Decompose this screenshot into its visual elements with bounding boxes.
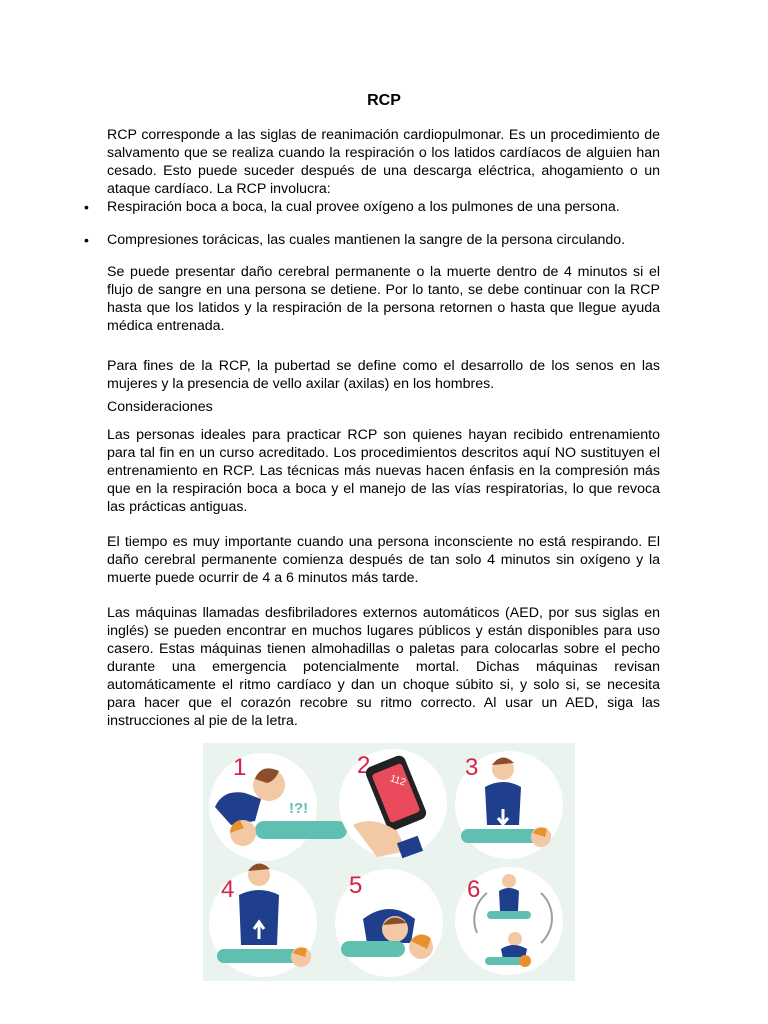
step-4-panel — [209, 863, 317, 977]
step-1-panel — [209, 753, 347, 861]
bullet-item-breathing: Respiración boca a boca, la cual provee oxígeno a los pulmones de una persona. — [107, 199, 620, 215]
step-5-number: 5 — [349, 872, 363, 899]
step-6-panel — [455, 867, 563, 975]
paragraph-brain-damage: Se puede presentar daño cerebral permanente o la muerte dentro de 4 minutos si el flujo de sangre en una persona se detiene. Por lo tanto, se debe continuar con la RCP hasta que los latidos y la respiración de la persona retornen o hasta que llegue ayuda médica entrenada. — [107, 264, 660, 334]
step-1-exclaim: !?! — [289, 800, 309, 817]
paragraph-aed: Las máquinas llamadas desfibriladores externos automáticos (AED, por sus siglas en inglés) se pueden encontrar en muchos lugares públicos y están disponibles para uso casero. Estas máquinas tienen almohadillas o paletas para colocarlas sobre el pecho durante una emergencia potencialmente mortal. Dichas máquinas revisan automáticamente el ritmo cardíaco y dan un choque súbito si, y solo si, se necesita para hacer que el corazón recobre su ritmo correcto. Al usar un AED, siga las instrucciones al pie de la letra. — [107, 605, 660, 729]
step-6-number: 6 — [467, 876, 481, 903]
step-2-number: 2 — [357, 752, 371, 779]
paragraph-time: El tiempo es muy importante cuando una persona inconsciente no está respirando. El daño cerebral permanente comienza después de tan solo 4 minutos sin oxígeno y la muerte puede ocurrir de 4 a 6 minutos más tarde. — [107, 534, 660, 586]
page-title: RCP — [367, 92, 401, 109]
step-5-panel — [335, 869, 443, 977]
step-2-phone-number: 112 — [388, 773, 407, 789]
step-3-panel — [455, 751, 563, 859]
step-2-panel — [339, 749, 447, 858]
step-3-number: 3 — [465, 754, 479, 781]
step-1-number: 1 — [233, 754, 247, 781]
bullet-item-compressions: Compresiones torácicas, las cuales mantienen la sangre de la persona circulando. — [107, 232, 626, 248]
cpr-steps-illustration — [203, 743, 575, 981]
heading-considerations: Consideraciones — [107, 399, 213, 415]
step-4-number: 4 — [221, 876, 235, 903]
paragraph-puberty: Para fines de la RCP, la pubertad se define como el desarrollo de los senos en las mujeres y la presencia de vello axilar (axilas) en los hombres. — [107, 358, 660, 392]
bullet-marker: • — [84, 199, 89, 215]
intro-paragraph: RCP corresponde a las siglas de reanimación cardiopulmonar. Es un procedimiento de salvamento que se realiza cuando la respiración o los latidos cardíacos de alguien han cesado. Esto puede suceder después de una descarga eléctrica, ahogamiento o un ataque cardíaco. La RCP involucra: — [107, 127, 660, 197]
paragraph-training: Las personas ideales para practicar RCP son quienes hayan recibido entrenamiento para tal fin en un curso acreditado. Los procedimientos descritos aquí NO sustituyen el entrenamiento en RCP. Las técnicas más nuevas hacen énfasis en la compresión más que en la respiración boca a boca y el manejo de las vías respiratorias, lo que revoca las prácticas antiguas. — [107, 427, 660, 515]
bullet-marker: • — [84, 232, 89, 248]
